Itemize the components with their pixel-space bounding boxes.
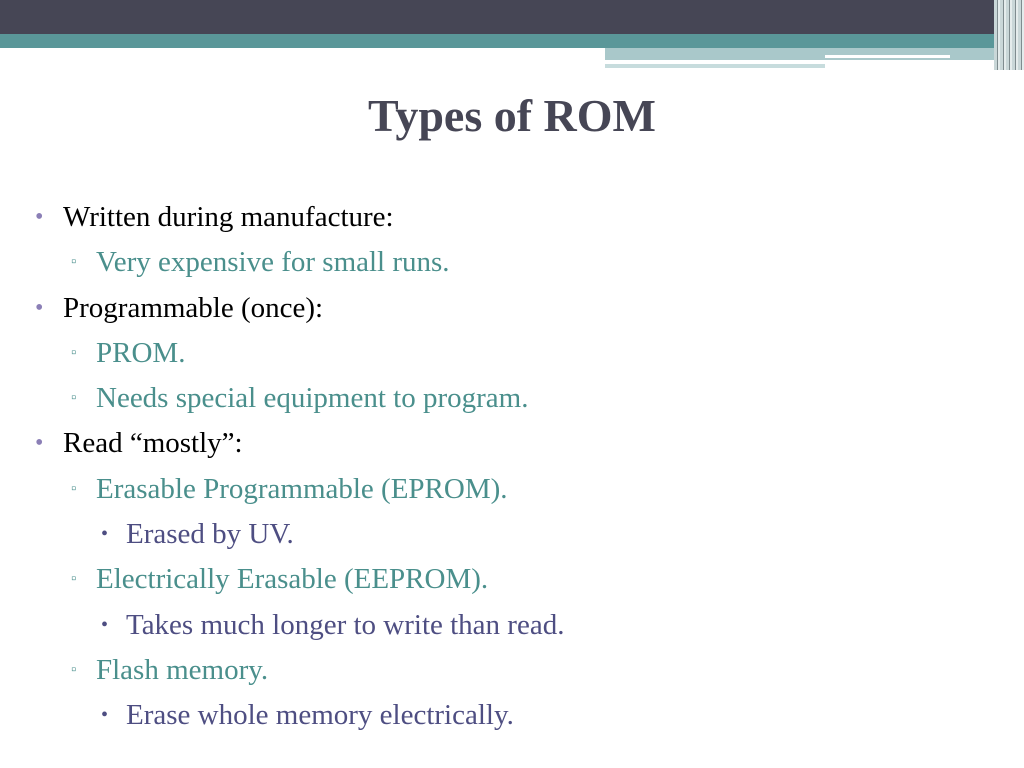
header-dark-band — [0, 0, 1024, 34]
bullet-item-level-2 — [0, 376, 1000, 421]
bullet-text: Programmable (once): — [63, 291, 324, 324]
bullet-text: Written during manufacture: — [63, 201, 394, 233]
header-teal-band — [0, 34, 1024, 48]
header-accent-line-white — [825, 55, 950, 58]
header-accent-line — [605, 64, 825, 68]
square-bullet-icon: ▫ — [71, 390, 77, 407]
dot-bullet-icon: • — [101, 704, 109, 727]
round-bullet-icon: • — [35, 294, 44, 321]
bullet-item-level-3 — [0, 512, 1000, 557]
bullet-text: Very expensive for small runs. — [96, 246, 450, 279]
bullet-item-level-1 — [0, 286, 1000, 331]
square-bullet-icon: ▫ — [71, 254, 77, 271]
bullet-item-level-3 — [0, 693, 1000, 738]
round-bullet-icon: • — [35, 204, 44, 230]
bullet-item-level-2 — [0, 557, 1000, 602]
dot-bullet-icon: • — [101, 523, 109, 546]
bullet-text: Read “mostly”: — [63, 427, 243, 460]
bullet-text: Erasable Programmable (EPROM). — [96, 472, 508, 505]
bullet-item-level-1 — [0, 195, 1000, 240]
bullet-item-level-2 — [0, 467, 1000, 512]
bullet-item-level-2 — [0, 648, 1000, 693]
square-bullet-icon: ▫ — [71, 344, 77, 361]
bullet-item-level-2 — [0, 240, 1000, 285]
bullet-text: Takes much longer to write than read. — [126, 608, 565, 641]
bullet-item-level-1 — [0, 421, 1000, 466]
bullet-list — [0, 195, 1000, 739]
bullet-text: Flash memory. — [96, 653, 269, 686]
header-stripes-decoration — [994, 0, 1024, 70]
bullet-item-level-2 — [0, 331, 1000, 376]
slide-title: Types of ROM — [368, 90, 656, 141]
round-bullet-icon: • — [35, 430, 44, 457]
dot-bullet-icon: • — [101, 613, 109, 636]
bullet-text: Erased by UV. — [126, 518, 294, 551]
bullet-text: Needs special equipment to program. — [96, 382, 529, 415]
bullet-text: PROM. — [96, 336, 186, 369]
header-light-band — [605, 48, 1024, 60]
bullet-item-level-3 — [0, 603, 1000, 648]
square-bullet-icon: ▫ — [71, 661, 77, 678]
bullet-text: Erase whole memory electrically. — [126, 699, 514, 732]
bullet-text: Electrically Erasable (EEPROM). — [96, 563, 489, 596]
square-bullet-icon: ▫ — [71, 571, 77, 588]
square-bullet-icon: ▫ — [71, 480, 77, 497]
